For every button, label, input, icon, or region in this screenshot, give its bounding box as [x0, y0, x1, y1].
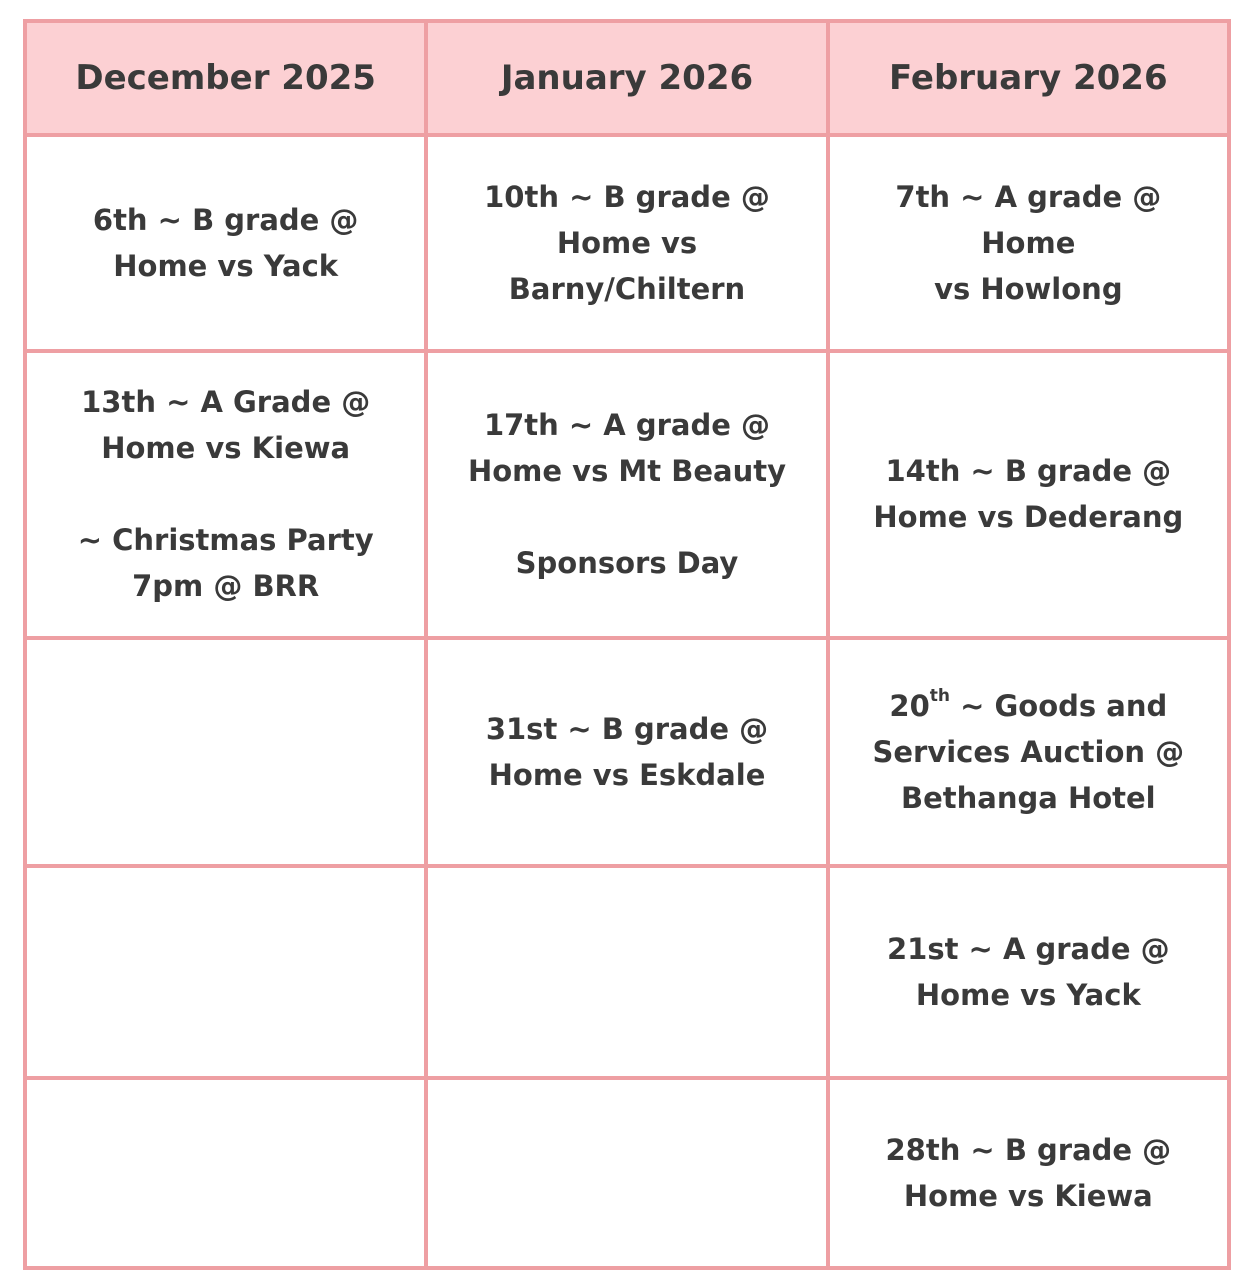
- event-text: Home vs Dederang: [873, 500, 1184, 535]
- event-text: 31st ~ B grade @: [485, 712, 769, 747]
- event-text: Home vs Kiewa: [101, 431, 351, 466]
- event-text: Home vs Yack: [113, 248, 339, 283]
- event-text: 10th ~ B grade @: [484, 179, 770, 214]
- event-text: Bethanga Hotel: [901, 781, 1156, 816]
- event-text: 13th ~ A Grade @: [81, 385, 371, 420]
- event-cell-feb: [828, 1078, 1229, 1268]
- event-cell-feb: [828, 638, 1229, 866]
- header-january: January 2026: [426, 21, 827, 135]
- event-text: 14th ~ B grade @: [885, 454, 1172, 489]
- event-cell-dec-empty: [25, 638, 426, 866]
- event-text: ~ Christmas Party: [77, 523, 374, 558]
- event-text: 6th ~ B grade @: [92, 202, 359, 237]
- line-gap: [446, 494, 807, 540]
- event-text: 21st ~ A grade @: [886, 931, 1170, 966]
- event-text: Home vs Yack: [915, 977, 1141, 1012]
- ordinal-suffix: th: [929, 686, 950, 707]
- event-cell-jan-empty: [426, 866, 827, 1078]
- event-cell-feb: [828, 866, 1229, 1078]
- event-text: Home vs: [556, 225, 698, 260]
- line-gap: [45, 471, 406, 517]
- event-cell-jan-empty: [426, 1078, 827, 1268]
- event-cell-dec-empty: [25, 866, 426, 1078]
- event-text: 17th ~ A grade @: [483, 408, 771, 443]
- event-text: vs Howlong: [934, 271, 1123, 306]
- event-text: 7pm @ BRR: [132, 569, 320, 604]
- header-december: December 2025: [25, 21, 426, 135]
- event-text: Home vs Mt Beauty: [467, 454, 786, 489]
- table-row: [25, 351, 1229, 639]
- header-february: February 2026: [828, 21, 1229, 135]
- event-day: 20: [889, 689, 930, 724]
- event-text: Barny/Chiltern: [508, 271, 746, 306]
- table-row: [25, 135, 1229, 351]
- event-cell-dec-empty: [25, 1078, 426, 1268]
- event-cell-dec: [25, 351, 426, 639]
- event-cell-jan: [426, 638, 827, 866]
- event-cell-dec: [25, 135, 426, 351]
- event-text: 28th ~ B grade @: [885, 1132, 1172, 1167]
- event-cell-jan: [426, 135, 827, 351]
- event-text-rest: ~ Goods and: [950, 689, 1168, 724]
- event-cell-feb: [828, 135, 1229, 351]
- event-text: Home vs Eskdale: [488, 758, 766, 793]
- header-row: [25, 21, 1229, 135]
- event-text: Sponsors Day: [515, 546, 739, 581]
- table-row: [25, 866, 1229, 1078]
- event-cell-feb: [828, 351, 1229, 639]
- table-row: [25, 638, 1229, 866]
- event-schedule-table: [23, 19, 1231, 1270]
- event-text: [848, 683, 1209, 729]
- event-cell-jan: [426, 351, 827, 639]
- event-text: 7th ~ A grade @ Home: [895, 179, 1162, 260]
- event-text: Home vs Kiewa: [903, 1178, 1153, 1213]
- table-row: [25, 1078, 1229, 1268]
- event-text: Services Auction @: [872, 735, 1185, 770]
